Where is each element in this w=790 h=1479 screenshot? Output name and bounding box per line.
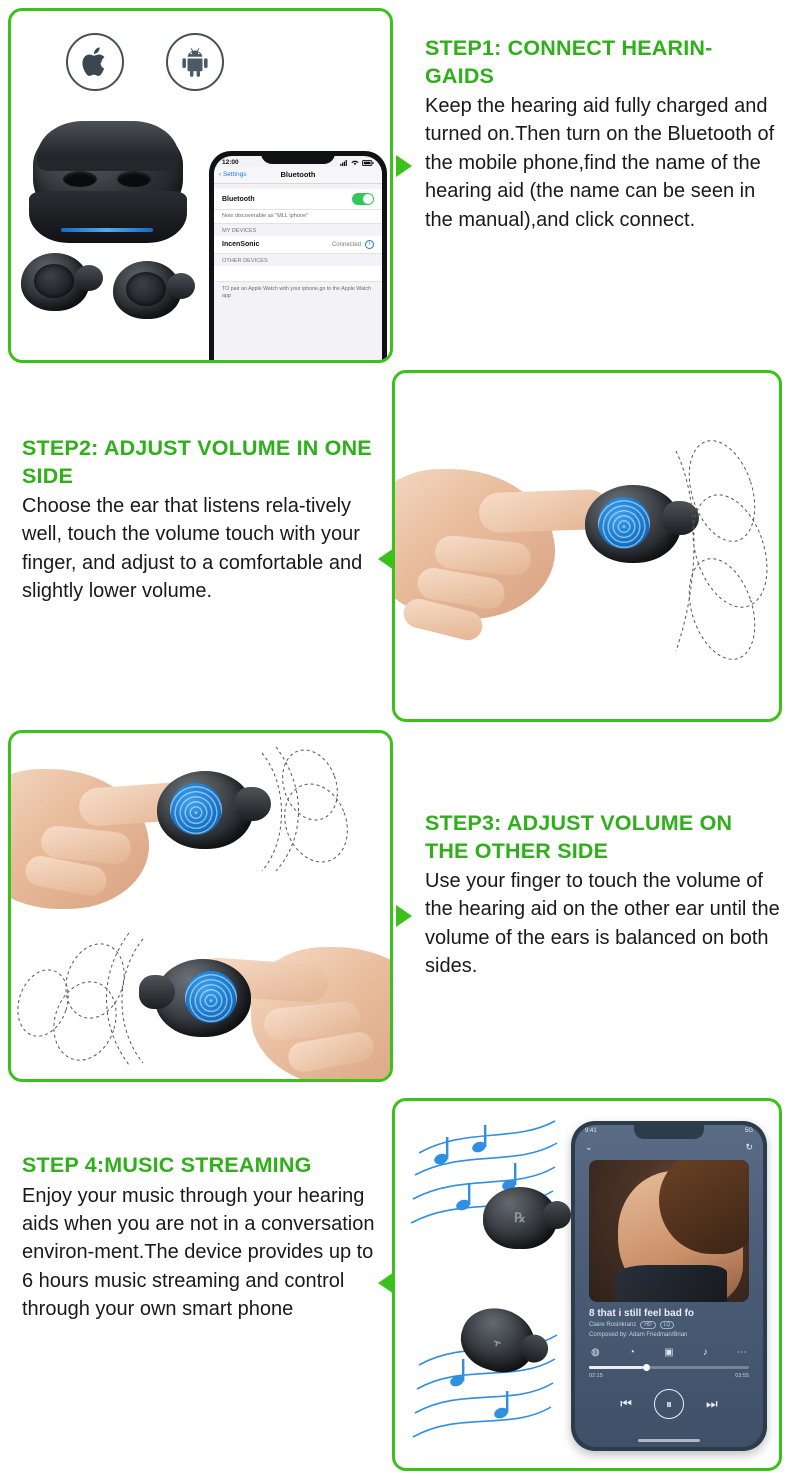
cast-icon[interactable]: ▣ (664, 1347, 674, 1358)
touch-pad-fingerprint-icon[interactable] (598, 497, 650, 549)
apple-logo-icon (66, 33, 124, 91)
earbud-right (113, 261, 181, 319)
step2-title: STEP2: ADJUST VOLUME IN ONE SIDE (22, 436, 372, 488)
step2-image-panel (392, 370, 782, 722)
step1-title: STEP1: CONNECT HEARIN-GAIDS (425, 36, 713, 88)
music-player-phone (571, 1121, 767, 1451)
apple-watch-note-text: TO pair an Apple Watch with your iphone,go to the Apple Watch app (222, 286, 372, 300)
status-time: 12:00 (222, 159, 239, 166)
more-icon[interactable]: ⋯ (736, 1347, 747, 1358)
phone-notch (261, 151, 335, 164)
sound-wave-icon-upper (254, 745, 369, 875)
timer-icon[interactable]: ◔ (628, 1347, 635, 1358)
time-total: 03:55 (735, 1373, 749, 1379)
previous-icon[interactable]: ⏮ (620, 1396, 632, 1411)
step4-image-panel (392, 1098, 782, 1471)
step1-arrow-icon (396, 155, 412, 177)
share-icon[interactable]: ↻ (745, 1142, 753, 1152)
apple-watch-note (214, 282, 382, 304)
step4-title: STEP 4:MUSIC STREAMING (22, 1153, 312, 1177)
android-logo-icon (166, 33, 224, 91)
equalizer-icon[interactable]: ◍ (591, 1347, 600, 1358)
bluetooth-toggle[interactable] (352, 193, 374, 205)
lyrics-icon[interactable]: ♪ (702, 1347, 708, 1358)
charging-case-illustration (21, 111, 211, 356)
badge-hd: HD (640, 1321, 655, 1329)
sound-wave-icon-lower (8, 929, 153, 1069)
bluetooth-page-title: Bluetooth (280, 170, 316, 179)
badge-lq: LQ (660, 1321, 675, 1329)
brand-logo-icon: ℞ (514, 1210, 526, 1225)
sound-wave-icon (670, 431, 780, 671)
track-title: 8 that i still feel bad fo (589, 1308, 695, 1319)
album-art (589, 1160, 749, 1302)
music-status-right: 5G (744, 1128, 753, 1134)
touch-pad-fingerprint-icon-upper[interactable] (170, 783, 222, 835)
step3-title: STEP3: ADJUST VOLUME ON THE OTHER SIDE (425, 811, 733, 863)
bluetooth-label: Bluetooth (222, 195, 255, 203)
device-status: Connected (331, 241, 361, 248)
home-indicator (638, 1439, 700, 1442)
step3-text (425, 810, 780, 981)
music-notes-icon (405, 1113, 575, 1453)
step4-text (22, 1152, 382, 1323)
step4-body: Enjoy your music through your hearing aids when you are not in a conversation environ-ment.The device provides up to 6 hours music streaming and control through your own smart phone (22, 1184, 375, 1321)
earbud-left (21, 253, 89, 311)
step3-arrow-icon (396, 905, 412, 927)
earbud-touch-control[interactable] (585, 485, 681, 563)
back-to-settings-link[interactable]: ‹ Settings (219, 171, 247, 178)
step1-image-panel (8, 8, 393, 363)
brand-logo-icon-2: ᠇ (491, 1334, 504, 1352)
seek-bar[interactable] (589, 1366, 749, 1369)
music-phone-notch (634, 1125, 704, 1139)
step2-body: Choose the ear that listens rela-tively well, touch the volume touch with your finger, and adjust to a comfortable and slightly lower volume. (22, 495, 363, 603)
discoverable-note: Now discoverable as "MLL iphone" (214, 210, 382, 224)
step1-body: Keep the hearing aid fully charged and turned on.Then turn on the Bluetooth of the mobile phone,find the name of the hearing aid (the name can be seen in the manual),and click connect. (425, 95, 775, 231)
composer-line: Composed by: Adam Friedman/Brian (589, 1332, 688, 1338)
info-icon[interactable]: i (365, 240, 374, 249)
music-status-time: 9:41 (585, 1128, 597, 1134)
device-name: IncenSonic (222, 241, 260, 248)
earbud-music-upper (483, 1187, 557, 1249)
touch-pad-fingerprint-icon-lower[interactable] (185, 971, 237, 1023)
earbud-touch-control-upper[interactable] (157, 771, 253, 849)
other-devices-label: OTHER DEVICES (222, 258, 268, 264)
paired-device-row[interactable] (214, 236, 382, 254)
next-icon[interactable]: ⏭ (706, 1396, 718, 1411)
my-devices-label: MY DEVICES (222, 228, 257, 234)
collapse-icon[interactable]: ⌄ (585, 1142, 593, 1152)
artist-name: Claire Rosinkranz (589, 1322, 637, 1328)
play-pause-icon[interactable]: ⏸ (654, 1389, 684, 1419)
phone-bluetooth-settings (209, 151, 387, 363)
step2-text (22, 435, 382, 606)
step3-body: Use your finger to touch the volume of the hearing aid on the other ear until the volume of the ears is balanced on both sides. (425, 870, 780, 978)
status-icons (340, 159, 374, 166)
step3-image-panel (8, 730, 393, 1082)
step1-text (425, 35, 780, 234)
time-elapsed: 02:15 (589, 1373, 603, 1379)
earbud-touch-control-lower[interactable] (155, 959, 251, 1037)
bluetooth-toggle-row[interactable] (214, 189, 382, 210)
